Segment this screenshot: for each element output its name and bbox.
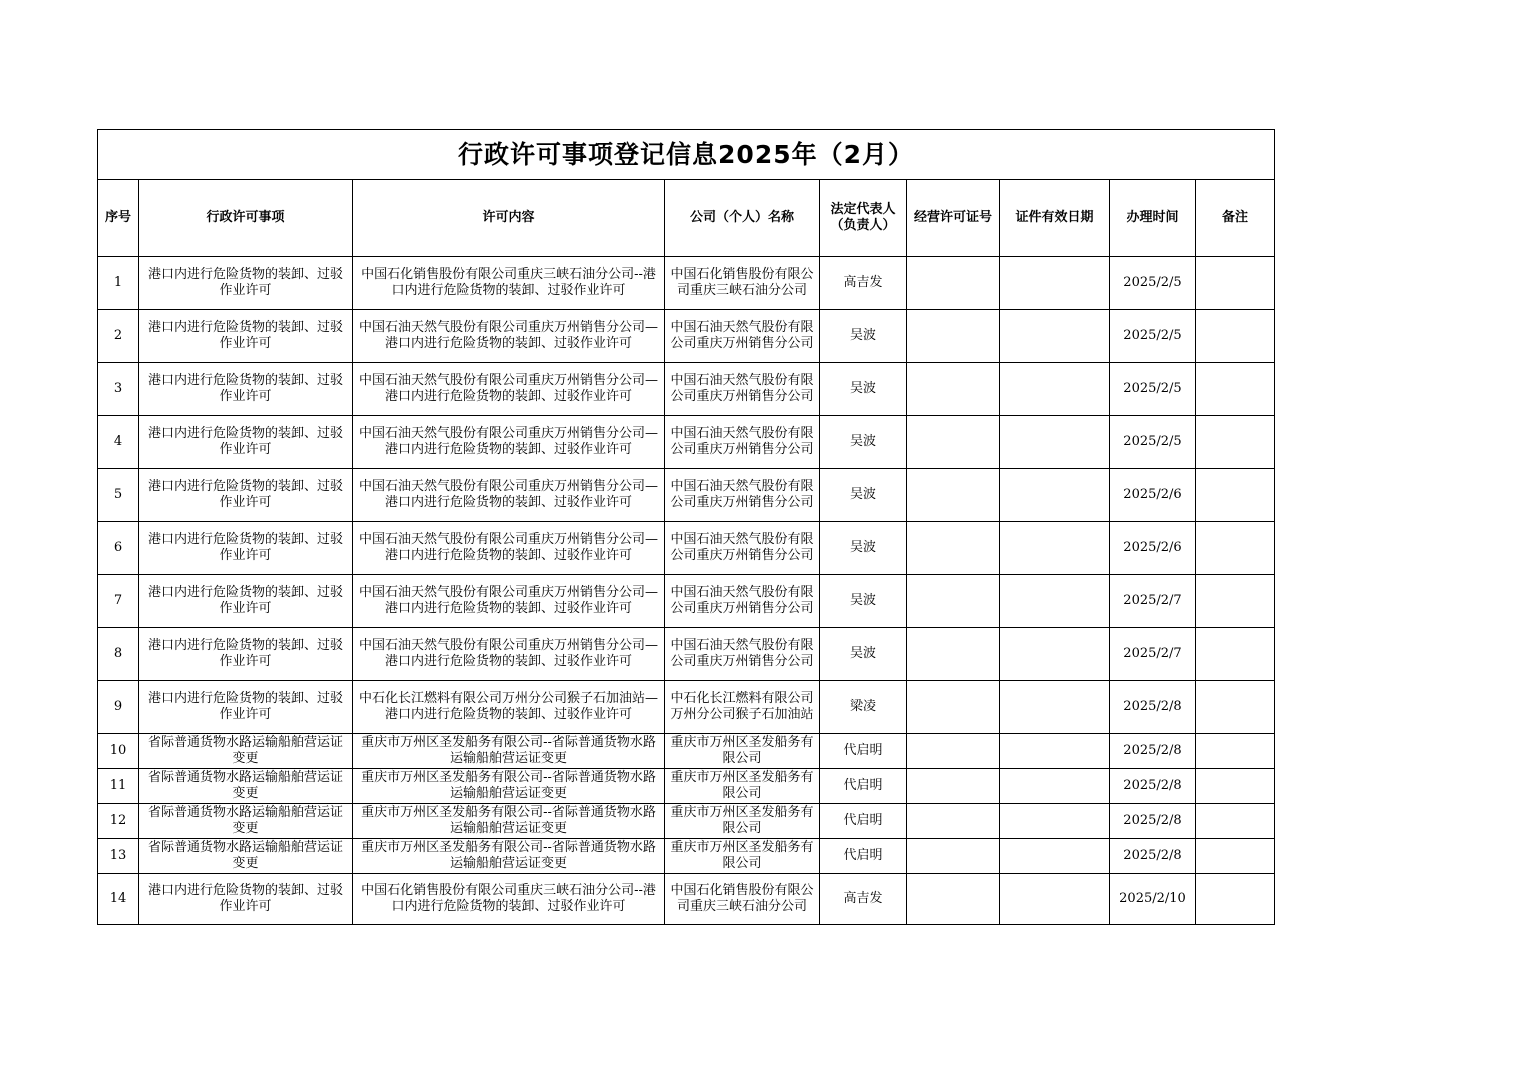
cell-item: [139, 769, 353, 804]
cell-license-no: [907, 469, 1000, 522]
cell-legal-rep-text: 吴波: [849, 487, 876, 502]
cell-content-text: 中国石油天然气股份有限公司重庆万州销售分公司—港口内进行危险货物的装卸、过驳作业许可: [358, 585, 658, 616]
cell-content-text: 中国石油天然气股份有限公司重庆万州销售分公司—港口内进行危险货物的装卸、过驳作业许可: [358, 426, 658, 457]
cell-seq: [98, 469, 139, 522]
cell-item-text: 港口内进行危险货物的装卸、过驳作业许可: [147, 320, 343, 351]
cell-valid-date: [1000, 575, 1110, 628]
cell-item-text: 港口内进行危险货物的装卸、过驳作业许可: [147, 373, 343, 404]
cell-legal-rep: [820, 874, 907, 925]
cell-process-time: [1110, 363, 1196, 416]
cell-item: [139, 363, 353, 416]
cell-process-time-text: 2025/2/5: [1123, 275, 1182, 290]
cell-license-no: [907, 769, 1000, 804]
cell-content: [353, 416, 665, 469]
header-item: 行政许可事项: [139, 180, 353, 257]
cell-process-time: [1110, 769, 1196, 804]
cell-process-time-text: 2025/2/7: [1123, 646, 1182, 661]
cell-valid-date: [1000, 734, 1110, 769]
cell-company-text: 中国石油天然气股份有限公司重庆万州销售分公司: [670, 426, 814, 457]
cell-process-time: [1110, 681, 1196, 734]
cell-company: [665, 416, 820, 469]
cell-item: [139, 839, 353, 874]
cell-item: [139, 734, 353, 769]
cell-remarks: [1196, 522, 1275, 575]
cell-process-time: [1110, 310, 1196, 363]
cell-content: [353, 469, 665, 522]
cell-content-text: 中国石化销售股份有限公司重庆三峡石油分公司--港口内进行危险货物的装卸、过驳作业许可: [361, 883, 656, 914]
cell-content-text: 中国石油天然气股份有限公司重庆万州销售分公司—港口内进行危险货物的装卸、过驳作业许可: [358, 638, 658, 669]
cell-item-text: 港口内进行危险货物的装卸、过驳作业许可: [147, 479, 343, 510]
cell-valid-date: [1000, 804, 1110, 839]
cell-process-time-text: 2025/2/7: [1123, 593, 1182, 608]
cell-content-text: 重庆市万州区圣发船务有限公司--省际普通货物水路运输船舶营运证变更: [361, 735, 656, 766]
cell-license-no: [907, 628, 1000, 681]
cell-seq-text: 13: [109, 848, 127, 863]
cell-company: [665, 575, 820, 628]
cell-process-time-text: 2025/2/5: [1123, 434, 1182, 449]
cell-company: [665, 769, 820, 804]
cell-process-time: [1110, 628, 1196, 681]
cell-process-time-text: 2025/2/8: [1123, 699, 1182, 714]
cell-process-time-text: 2025/2/5: [1123, 328, 1182, 343]
cell-remarks: [1196, 681, 1275, 734]
cell-remarks: [1196, 628, 1275, 681]
header-seq: 序号: [98, 180, 139, 257]
cell-remarks: [1196, 769, 1275, 804]
cell-legal-rep-text: 高吉发: [843, 275, 883, 290]
cell-content: [353, 628, 665, 681]
cell-process-time-text: 2025/2/8: [1123, 813, 1182, 828]
cell-remarks: [1196, 363, 1275, 416]
cell-content-text: 中石化长江燃料有限公司万州分公司猴子石加油站—港口内进行危险货物的装卸、过驳作业许可: [358, 691, 658, 722]
cell-company: [665, 874, 820, 925]
cell-legal-rep: [820, 575, 907, 628]
cell-seq: [98, 681, 139, 734]
table-row: [98, 874, 1275, 925]
cell-remarks: [1196, 839, 1275, 874]
cell-company-text: 重庆市万州区圣发船务有限公司: [670, 840, 814, 871]
cell-license-no: [907, 804, 1000, 839]
cell-seq: [98, 522, 139, 575]
header-license-no: 经营许可证号: [907, 180, 1000, 257]
cell-seq: [98, 575, 139, 628]
cell-content-text: 重庆市万州区圣发船务有限公司--省际普通货物水路运输船舶营运证变更: [361, 805, 656, 836]
cell-item-text: 省际普通货物水路运输船舶营运证变更: [147, 770, 343, 801]
cell-item-text: 省际普通货物水路运输船舶营运证变更: [147, 840, 343, 871]
cell-item: [139, 804, 353, 839]
cell-process-time: [1110, 522, 1196, 575]
cell-company: [665, 257, 820, 310]
cell-process-time: [1110, 804, 1196, 839]
cell-seq-text: 14: [109, 891, 127, 906]
cell-company-text: 重庆市万州区圣发船务有限公司: [670, 735, 814, 766]
cell-process-time-text: 2025/2/8: [1123, 778, 1182, 793]
cell-valid-date: [1000, 874, 1110, 925]
header-process-time: 办理时间: [1110, 180, 1196, 257]
cell-item: [139, 681, 353, 734]
cell-company: [665, 469, 820, 522]
cell-company-text: 中国石油天然气股份有限公司重庆万州销售分公司: [670, 638, 814, 669]
cell-legal-rep: [820, 257, 907, 310]
cell-legal-rep: [820, 469, 907, 522]
cell-license-no: [907, 874, 1000, 925]
cell-remarks: [1196, 575, 1275, 628]
cell-company-text: 中国石油天然气股份有限公司重庆万州销售分公司: [670, 373, 814, 404]
cell-process-time: [1110, 416, 1196, 469]
cell-legal-rep: [820, 522, 907, 575]
cell-valid-date: [1000, 628, 1110, 681]
cell-license-no: [907, 734, 1000, 769]
cell-legal-rep: [820, 769, 907, 804]
cell-content: [353, 310, 665, 363]
cell-process-time-text: 2025/2/5: [1123, 381, 1182, 396]
cell-seq-text: 8: [113, 646, 123, 661]
cell-seq: [98, 804, 139, 839]
table-row: [98, 734, 1275, 769]
cell-license-no: [907, 363, 1000, 416]
cell-seq-text: 10: [109, 743, 127, 758]
cell-process-time: [1110, 575, 1196, 628]
cell-content: [353, 769, 665, 804]
header-valid-date: 证件有效日期: [1000, 180, 1110, 257]
cell-company-text: 中国石化销售股份有限公司重庆三峡石油分公司: [670, 267, 814, 298]
cell-process-time: [1110, 469, 1196, 522]
cell-legal-rep-text: 高吉发: [843, 891, 883, 906]
cell-seq-text: 5: [113, 487, 123, 502]
cell-seq: [98, 416, 139, 469]
table-row: [98, 363, 1275, 416]
cell-valid-date: [1000, 522, 1110, 575]
cell-seq-text: 11: [109, 778, 127, 793]
cell-legal-rep-text: 吴波: [849, 328, 876, 343]
cell-company: [665, 839, 820, 874]
cell-legal-rep-text: 代启明: [843, 743, 883, 758]
cell-company: [665, 681, 820, 734]
cell-legal-rep-text: 代启明: [843, 848, 883, 863]
cell-company: [665, 804, 820, 839]
cell-license-no: [907, 575, 1000, 628]
cell-remarks: [1196, 469, 1275, 522]
cell-content: [353, 734, 665, 769]
cell-item-text: 港口内进行危险货物的装卸、过驳作业许可: [147, 638, 343, 669]
cell-seq: [98, 257, 139, 310]
cell-item: [139, 522, 353, 575]
cell-valid-date: [1000, 839, 1110, 874]
cell-content-text: 重庆市万州区圣发船务有限公司--省际普通货物水路运输船舶营运证变更: [361, 770, 656, 801]
cell-seq-text: 3: [113, 381, 123, 396]
cell-company: [665, 522, 820, 575]
cell-legal-rep-text: 吴波: [849, 381, 876, 396]
cell-item-text: 港口内进行危险货物的装卸、过驳作业许可: [147, 267, 343, 298]
cell-legal-rep-text: 吴波: [849, 593, 876, 608]
cell-company: [665, 628, 820, 681]
cell-legal-rep: [820, 839, 907, 874]
cell-valid-date: [1000, 363, 1110, 416]
cell-content: [353, 257, 665, 310]
cell-seq: [98, 734, 139, 769]
header-content: 许可内容: [353, 180, 665, 257]
cell-legal-rep: [820, 734, 907, 769]
cell-seq-text: 6: [113, 540, 123, 555]
cell-valid-date: [1000, 769, 1110, 804]
cell-license-no: [907, 681, 1000, 734]
cell-content-text: 中国石油天然气股份有限公司重庆万州销售分公司—港口内进行危险货物的装卸、过驳作业许可: [358, 532, 658, 563]
cell-seq: [98, 839, 139, 874]
cell-item: [139, 257, 353, 310]
cell-valid-date: [1000, 416, 1110, 469]
cell-legal-rep: [820, 310, 907, 363]
cell-legal-rep-text: 梁凌: [849, 699, 876, 714]
cell-company-text: 中国石油天然气股份有限公司重庆万州销售分公司: [670, 479, 814, 510]
cell-item: [139, 310, 353, 363]
cell-process-time: [1110, 874, 1196, 925]
cell-process-time: [1110, 734, 1196, 769]
cell-item: [139, 416, 353, 469]
cell-process-time-text: 2025/2/6: [1123, 487, 1182, 502]
cell-process-time-text: 2025/2/10: [1119, 891, 1186, 906]
cell-company-text: 中国石油天然气股份有限公司重庆万州销售分公司: [670, 532, 814, 563]
cell-company: [665, 310, 820, 363]
cell-item-text: 港口内进行危险货物的装卸、过驳作业许可: [147, 426, 343, 457]
cell-legal-rep-text: 吴波: [849, 434, 876, 449]
registration-table: [97, 129, 1275, 925]
cell-license-no: [907, 839, 1000, 874]
cell-company-text: 中国石化销售股份有限公司重庆三峡石油分公司: [670, 883, 814, 914]
cell-seq: [98, 874, 139, 925]
cell-legal-rep-text: 代启明: [843, 813, 883, 828]
cell-company: [665, 734, 820, 769]
table-row: [98, 804, 1275, 839]
cell-valid-date: [1000, 469, 1110, 522]
cell-legal-rep-text: 代启明: [843, 778, 883, 793]
cell-license-no: [907, 257, 1000, 310]
cell-legal-rep: [820, 363, 907, 416]
cell-remarks: [1196, 416, 1275, 469]
cell-legal-rep-text: 吴波: [849, 646, 876, 661]
cell-content: [353, 522, 665, 575]
cell-item: [139, 874, 353, 925]
cell-content-text: 重庆市万州区圣发船务有限公司--省际普通货物水路运输船舶营运证变更: [361, 840, 656, 871]
cell-seq-text: 7: [113, 593, 123, 608]
cell-item-text: 港口内进行危险货物的装卸、过驳作业许可: [147, 585, 343, 616]
header-remarks: 备注: [1196, 180, 1275, 257]
cell-item: [139, 628, 353, 681]
cell-remarks: [1196, 804, 1275, 839]
cell-seq-text: 9: [113, 699, 123, 714]
cell-seq: [98, 363, 139, 416]
table-row: [98, 416, 1275, 469]
cell-license-no: [907, 522, 1000, 575]
cell-content: [353, 839, 665, 874]
cell-company-text: 重庆市万州区圣发船务有限公司: [670, 805, 814, 836]
table-row: [98, 522, 1275, 575]
cell-license-no: [907, 310, 1000, 363]
cell-company-text: 中国石油天然气股份有限公司重庆万州销售分公司: [670, 320, 814, 351]
cell-item-text: 港口内进行危险货物的装卸、过驳作业许可: [147, 691, 343, 722]
cell-remarks: [1196, 257, 1275, 310]
cell-content: [353, 804, 665, 839]
cell-legal-rep: [820, 681, 907, 734]
table-row: [98, 839, 1275, 874]
cell-valid-date: [1000, 681, 1110, 734]
table-row: [98, 257, 1275, 310]
cell-company-text: 中石化长江燃料有限公司万州分公司猴子石加油站: [670, 691, 814, 722]
cell-seq: [98, 769, 139, 804]
cell-remarks: [1196, 734, 1275, 769]
cell-seq-text: 12: [109, 813, 127, 828]
page-title: 行政许可事项登记信息2025年（2月）: [98, 130, 1275, 180]
cell-process-time-text: 2025/2/8: [1123, 743, 1182, 758]
table-row: [98, 469, 1275, 522]
cell-process-time-text: 2025/2/8: [1123, 848, 1182, 863]
cell-content-text: 中国石化销售股份有限公司重庆三峡石油分公司--港口内进行危险货物的装卸、过驳作业许可: [361, 267, 656, 298]
cell-remarks: [1196, 874, 1275, 925]
cell-content-text: 中国石油天然气股份有限公司重庆万州销售分公司—港口内进行危险货物的装卸、过驳作业许可: [358, 479, 658, 510]
cell-license-no: [907, 416, 1000, 469]
cell-process-time: [1110, 839, 1196, 874]
cell-valid-date: [1000, 310, 1110, 363]
cell-company-text: 重庆市万州区圣发船务有限公司: [670, 770, 814, 801]
cell-legal-rep: [820, 416, 907, 469]
cell-company: [665, 363, 820, 416]
cell-seq: [98, 628, 139, 681]
header-legal-rep: 法定代表人（负责人）: [820, 180, 907, 257]
cell-content-text: 中国石油天然气股份有限公司重庆万州销售分公司—港口内进行危险货物的装卸、过驳作业许可: [358, 320, 658, 351]
cell-company-text: 中国石油天然气股份有限公司重庆万州销售分公司: [670, 585, 814, 616]
cell-seq: [98, 310, 139, 363]
table-row: [98, 575, 1275, 628]
table-row: [98, 681, 1275, 734]
header-row: [98, 180, 1275, 257]
cell-legal-rep: [820, 628, 907, 681]
header-company: 公司（个人）名称: [665, 180, 820, 257]
cell-content: [353, 874, 665, 925]
cell-process-time: [1110, 257, 1196, 310]
cell-valid-date: [1000, 257, 1110, 310]
cell-legal-rep: [820, 804, 907, 839]
cell-seq-text: 1: [113, 275, 123, 290]
cell-content: [353, 363, 665, 416]
cell-item-text: 港口内进行危险货物的装卸、过驳作业许可: [147, 883, 343, 914]
cell-content: [353, 575, 665, 628]
cell-item-text: 港口内进行危险货物的装卸、过驳作业许可: [147, 532, 343, 563]
cell-item-text: 省际普通货物水路运输船舶营运证变更: [147, 735, 343, 766]
table-row: [98, 769, 1275, 804]
cell-legal-rep-text: 吴波: [849, 540, 876, 555]
cell-content-text: 中国石油天然气股份有限公司重庆万州销售分公司—港口内进行危险货物的装卸、过驳作业许可: [358, 373, 658, 404]
cell-item-text: 省际普通货物水路运输船舶营运证变更: [147, 805, 343, 836]
table-row: [98, 628, 1275, 681]
cell-item: [139, 469, 353, 522]
cell-seq-text: 4: [113, 434, 123, 449]
cell-item: [139, 575, 353, 628]
cell-process-time-text: 2025/2/6: [1123, 540, 1182, 555]
table-row: [98, 310, 1275, 363]
cell-remarks: [1196, 310, 1275, 363]
cell-content: [353, 681, 665, 734]
cell-seq-text: 2: [113, 328, 123, 343]
